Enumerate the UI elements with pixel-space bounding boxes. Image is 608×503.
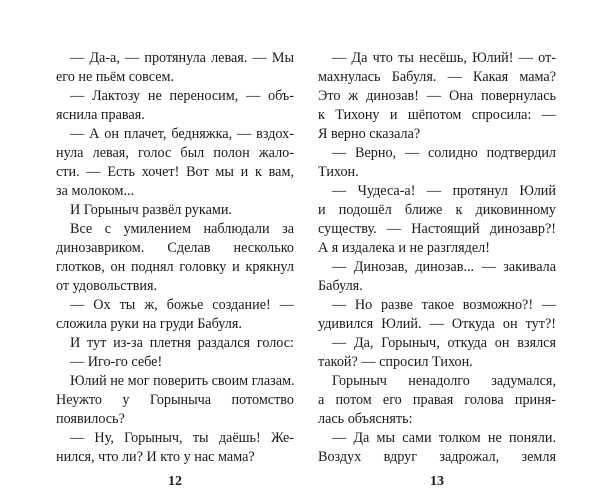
text-line: лась объяснять:	[318, 411, 413, 427]
text-line: от удовольствия.	[56, 278, 158, 294]
text-line: появилось?	[56, 411, 125, 427]
text-line: яснила правая.	[56, 107, 145, 123]
text-line: Тихон.	[318, 164, 359, 180]
text-line: Я верно сказала?	[318, 126, 421, 142]
text-line: Неужто у Горыныча потомство	[56, 392, 294, 408]
text-line: И тут из-за плетня раздался голос:	[70, 335, 294, 351]
text-line: и подошёл ближе к диковинному	[318, 202, 556, 218]
right-page	[318, 0, 556, 503]
text-line: — Да мы сами толком не поняли.	[332, 430, 556, 446]
text-line: сложила руки на груди Бабуля.	[56, 316, 242, 332]
text-line: — А он плачет, бедняжка, — вздох-	[70, 126, 294, 142]
text-line: — Верно, — солидно подтвердил	[332, 145, 556, 161]
text-line: И Горыныч развёл руками.	[70, 202, 232, 218]
text-line: А я издалека и не разглядел!	[318, 240, 490, 256]
text-line: нился, что ли? И кто у нас мама?	[56, 449, 255, 465]
text-line: Бабуля.	[318, 278, 363, 294]
text-line: Это ж динозав! — Она повернулась	[318, 88, 556, 104]
left-page	[56, 0, 294, 503]
text-line: за молоком...	[56, 183, 135, 199]
text-line: — Иго-го себе!	[70, 354, 163, 370]
text-line: нула левая, голос был полон жало-	[56, 145, 294, 161]
text-line: удивился Юлий. — Откуда он тут?!	[318, 316, 556, 332]
text-line: существу. — Настоящий динозавр?!	[318, 221, 556, 237]
text-line: — Да, Горыныч, откуда он взялся	[332, 335, 556, 351]
text-line: Юлий не мог поверить своим глазам.	[70, 373, 295, 389]
text-line: сти. — Есть хочет! Вот мы и к вам,	[56, 164, 294, 180]
text-line: — Лактозу не переносим, — объ-	[70, 88, 294, 104]
text-line: — Ох ты ж, божье создание! —	[70, 297, 294, 313]
page-number: 13	[430, 474, 444, 489]
text-line: глотков, он поднял головку и крякнул	[56, 259, 294, 275]
text-line: — Динозав, динозав... — закивала	[332, 259, 556, 275]
text-line: Воздух вдруг задрожал, земля	[318, 449, 556, 465]
text-line: — Ну, Горыныч, ты даёшь! Же-	[70, 430, 294, 446]
text-line: Все с умилением наблюдали за	[70, 221, 294, 237]
text-line: Горыныч ненадолго задумался,	[332, 373, 556, 389]
text-line: к Тихону и шёпотом спросила: —	[318, 107, 556, 123]
text-line: махнулась Бабуля. — Какая мама?	[318, 69, 556, 85]
text-line: — Да-а, — протянула левая. — Мы	[70, 50, 294, 66]
text-line: его не пьём совсем.	[56, 69, 175, 85]
text-line: такой? — спросил Тихон.	[318, 354, 473, 370]
text-line: а потом его правая голова приня-	[318, 392, 556, 408]
text-line: — Но разве такое возможно?! —	[332, 297, 556, 313]
page-number: 12	[168, 474, 182, 489]
text-line: — Да что ты несёшь, Юлий! — от-	[332, 50, 556, 66]
text-line: — Чудеса-а! — протянул Юлий	[332, 183, 556, 199]
text-line: динозавриком. Сделав несколько	[56, 240, 294, 256]
